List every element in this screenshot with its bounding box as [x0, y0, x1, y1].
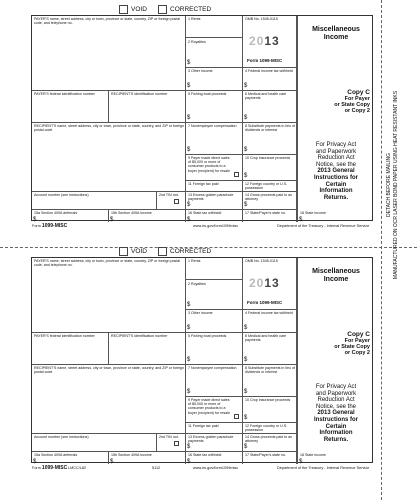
void-label: VOID — [131, 248, 147, 255]
box2-royalties[interactable] — [186, 280, 243, 310]
box16-label: 16 State tax withheld — [188, 211, 222, 215]
title-line2: Income — [323, 34, 349, 41]
box14-dollar: $ — [244, 202, 248, 208]
box4-label: 4 Federal income tax withheld — [245, 311, 293, 315]
box15a-label: 15a Section 409A deferrals — [34, 211, 78, 215]
privacy-line5: 2013 General — [317, 410, 355, 417]
form-grid — [31, 15, 373, 221]
year-block — [243, 258, 297, 310]
box11-label: 11 Foreign tax paid — [188, 182, 219, 186]
recipient-name-label: RECIPIENT'S name, street address, city or town, province or state, country, and ZIP or foreign postal code — [34, 124, 184, 133]
recipient-tin-label: RECIPIENT'S identification number — [111, 92, 168, 96]
privacy-line3: Reduction Act — [317, 397, 355, 404]
box18-dollar: $ — [299, 459, 303, 464]
footer-bottom-url: www.irs.gov/form1099misc — [193, 466, 239, 470]
payer-tin-label: PAYER'S federal identification number — [34, 92, 95, 96]
recipient-name-field[interactable] — [32, 123, 186, 192]
form-number: Form 1099-MISC — [247, 58, 283, 63]
copy-line4: or Copy 2 — [344, 350, 370, 356]
box1-rents[interactable] — [186, 258, 243, 280]
footer-top-dept: Department of the Treasury - Internal Revenue Service — [277, 224, 370, 228]
box12-foreign-country[interactable] — [243, 181, 297, 192]
box3-dollar: $ — [187, 83, 191, 89]
box4-federal-tax[interactable] — [243, 68, 297, 91]
box17-state-payer-no[interactable] — [243, 210, 297, 222]
box11-label: 11 Foreign tax paid — [188, 424, 219, 428]
corrected-checkbox-box[interactable] — [158, 247, 167, 256]
privacy-line8: Information — [319, 188, 353, 195]
copy-designation — [300, 90, 370, 114]
right-column-divider — [297, 258, 298, 452]
form-copy-top — [31, 6, 373, 229]
box15a-dollar: $ — [33, 217, 37, 222]
box15a-409a-deferrals[interactable] — [32, 452, 109, 464]
account-number-field[interactable] — [32, 192, 157, 210]
box3-dollar: $ — [187, 325, 191, 331]
tin-not-label: 2nd TIN not. — [159, 435, 179, 439]
box15a-409a-deferrals[interactable] — [32, 210, 109, 222]
omb-number: OMB No. 1545-0115 — [245, 17, 278, 21]
void-label: VOID — [131, 6, 147, 13]
box1-label: 1 Rents — [188, 259, 201, 263]
box17-label: 17 State/Payer's state no. — [245, 211, 287, 215]
box15b-label: 15b Section 409A income — [111, 453, 152, 457]
box5-fishing[interactable] — [186, 333, 243, 365]
box13-dollar: $ — [187, 202, 191, 208]
box3-other-income[interactable] — [186, 310, 243, 333]
footer-top — [31, 222, 373, 229]
box18-state-income[interactable] — [297, 452, 374, 464]
footer-bottom-rev: 5112 — [152, 466, 161, 470]
payer-name-field[interactable] — [32, 16, 186, 91]
footer-top-url: www.irs.gov/form1099misc — [193, 224, 239, 228]
privacy-line8: Information — [319, 430, 353, 437]
privacy-line9: Returns. — [323, 436, 349, 443]
box16-label: 16 State tax withheld — [188, 453, 222, 457]
payer-name-label: PAYER'S name, street address, city or town, province or state, country, ZIP or foreign postal code, and telephone no. — [34, 259, 181, 268]
box8-dollar: $ — [244, 389, 248, 395]
form-title — [300, 26, 372, 42]
recipient-name-field[interactable] — [32, 365, 186, 434]
box8-label: 8 Substitute payments in lieu of dividends or interest — [245, 124, 295, 133]
second-tin-notice[interactable] — [157, 192, 186, 210]
corrected-checkbox[interactable] — [158, 247, 211, 256]
box2-label: 2 Royalties — [188, 282, 206, 286]
box17-state-payer-no[interactable] — [243, 452, 297, 464]
box12-label: 12 Foreign country or U.S. possession — [245, 424, 288, 433]
privacy-line4: Notice, see the — [315, 161, 357, 168]
right-column-divider — [297, 16, 298, 210]
box8-dollar: $ — [244, 147, 248, 153]
tax-year — [249, 34, 280, 48]
corrected-checkbox[interactable] — [158, 5, 211, 14]
manufactured-text: MANUFACTURED ON OCR LASER BOND PAPER USING HEAT RESISTANT INKS — [393, 90, 399, 280]
box10-label: 10 Crop insurance proceeds — [245, 398, 291, 402]
box2-royalties[interactable] — [186, 38, 243, 68]
box16-state-tax[interactable] — [186, 210, 243, 222]
box16-dollar: $ — [187, 459, 191, 464]
box5-dollar: $ — [187, 357, 191, 363]
second-tin-notice[interactable] — [157, 434, 186, 452]
privacy-line7: Certain — [325, 423, 347, 430]
privacy-notice — [300, 142, 372, 201]
footer-bottom-code: LMCC/L82 — [68, 466, 87, 470]
title-line2: Income — [323, 276, 349, 283]
box11-foreign-tax[interactable] — [186, 181, 243, 192]
privacy-line4: Notice, see the — [315, 403, 357, 410]
box13-dollar: $ — [187, 444, 191, 450]
privacy-line1: For Privacy Act — [315, 142, 357, 148]
footer-bottom-form-word: Form — [32, 466, 41, 470]
box18-dollar: $ — [299, 217, 303, 222]
second-tin-checkbox[interactable] — [174, 441, 179, 446]
box1-label: 1 Rents — [188, 17, 201, 21]
privacy-line2: and Paperwork — [315, 390, 357, 397]
box7-nonemployee[interactable] — [186, 123, 243, 155]
year-prefix: 20 — [249, 34, 265, 48]
box6-medical[interactable] — [243, 91, 297, 123]
void-checkbox[interactable] — [119, 5, 147, 14]
account-number-field[interactable] — [32, 434, 157, 452]
footer-bottom — [31, 464, 373, 471]
vertical-perforation — [381, 0, 382, 500]
box10-crop[interactable] — [243, 155, 297, 181]
box2-dollar: $ — [187, 302, 191, 308]
box4-federal-tax[interactable] — [243, 310, 297, 333]
recipient-tin-field[interactable] — [109, 333, 186, 365]
box14-attorney[interactable] — [243, 192, 297, 210]
box14-attorney[interactable] — [243, 434, 297, 452]
box14-label: 14 Gross proceeds paid to an attorney — [245, 193, 293, 202]
title-line1: Miscellaneous — [312, 268, 360, 275]
detach-text: DETACH BEFORE MAILING — [386, 152, 392, 218]
payer-tin-field[interactable] — [32, 91, 109, 123]
box9-direct-sales[interactable] — [186, 155, 243, 181]
payer-name-field[interactable] — [32, 258, 186, 333]
form-title — [300, 268, 372, 284]
box13-golden-parachute[interactable] — [186, 434, 243, 452]
box3-other-income[interactable] — [186, 68, 243, 91]
form-copy-bottom — [31, 248, 373, 471]
payer-tin-label: PAYER'S federal identification number — [34, 334, 95, 338]
box7-dollar: $ — [187, 147, 191, 153]
footer-bottom-dept: Department of the Treasury - Internal Revenue Service — [277, 466, 370, 470]
footer-top-form-no: 1099-MISC — [41, 223, 68, 229]
privacy-line6: Instructions for — [313, 174, 358, 181]
payer-tin-field[interactable] — [32, 333, 109, 365]
box16-state-tax[interactable] — [186, 452, 243, 464]
box10-dollar: $ — [244, 415, 248, 421]
copy-line3: or State Copy — [334, 102, 370, 108]
box9-direct-sales[interactable] — [186, 397, 243, 423]
box18-state-income[interactable] — [297, 210, 374, 222]
privacy-line1: For Privacy Act — [315, 384, 357, 390]
footer-top-form — [32, 223, 67, 229]
payer-name-label: PAYER'S name, street address, city or town, province or state, country, ZIP or foreign postal code, and telephone no. — [34, 17, 181, 26]
box15b-dollar: $ — [110, 217, 114, 222]
box10-dollar: $ — [244, 173, 248, 179]
box15a-dollar: $ — [33, 459, 37, 464]
side-margin-text — [386, 10, 408, 360]
box9-checkbox[interactable] — [234, 172, 239, 177]
title-line1: Miscellaneous — [312, 26, 360, 33]
privacy-line2: and Paperwork — [315, 148, 357, 155]
box8-substitute[interactable] — [243, 123, 297, 155]
box5-fishing[interactable] — [186, 91, 243, 123]
privacy-line3: Reduction Act — [317, 155, 355, 162]
account-label: Account number (see instructions) — [34, 435, 89, 439]
box6-dollar: $ — [244, 115, 248, 121]
box6-medical[interactable] — [243, 333, 297, 365]
box18-label: 18 State income — [300, 453, 326, 457]
box13-golden-parachute[interactable] — [186, 192, 243, 210]
privacy-notice — [300, 384, 372, 443]
year-suffix: 13 — [264, 276, 280, 290]
second-tin-checkbox[interactable] — [174, 199, 179, 204]
box3-label: 3 Other income — [188, 69, 213, 73]
box2-label: 2 Royalties — [188, 40, 206, 44]
corrected-label: CORRECTED — [170, 6, 212, 13]
box4-dollar: $ — [244, 325, 248, 331]
box7-label: 7 Nonemployee compensation — [188, 366, 237, 370]
box10-crop[interactable] — [243, 397, 297, 423]
footer-bottom-form — [32, 465, 67, 471]
year-suffix: 13 — [264, 34, 280, 48]
box8-label: 8 Substitute payments in lieu of dividends or interest — [245, 366, 295, 375]
box15b-dollar: $ — [110, 459, 114, 464]
box6-label: 6 Medical and health care payments — [245, 92, 287, 101]
copy-line2: For Payer — [344, 338, 370, 344]
box9-label: 9 Payer made direct sales of $5,000 or more of consumer products to a buyer (recipient) for resale — [188, 398, 230, 415]
void-checkbox[interactable] — [119, 247, 147, 256]
box9-checkbox[interactable] — [234, 414, 239, 419]
copy-line4: or Copy 2 — [344, 108, 370, 114]
privacy-line9: Returns. — [323, 194, 349, 201]
box16-dollar: $ — [187, 217, 191, 222]
box17-label: 17 State/Payer's state no. — [245, 453, 287, 457]
box7-dollar: $ — [187, 389, 191, 395]
footer-bottom-form-no: 1099-MISC — [41, 465, 68, 471]
recipient-tin-field[interactable] — [109, 91, 186, 123]
box7-label: 7 Nonemployee compensation — [188, 124, 237, 128]
box5-dollar: $ — [187, 115, 191, 121]
copy-letter: Copy C — [347, 89, 370, 96]
box13-label: 13 Excess golden parachute payments — [188, 193, 234, 202]
footer-top-form-word: Form — [32, 224, 41, 228]
box15b-409a-income[interactable] — [109, 452, 186, 464]
copy-designation — [300, 332, 370, 356]
privacy-line7: Certain — [325, 181, 347, 188]
box6-label: 6 Medical and health care payments — [245, 334, 287, 343]
account-label: Account number (see instructions) — [34, 193, 89, 197]
copy-line3: or State Copy — [334, 344, 370, 350]
year-block — [243, 16, 297, 68]
tax-year — [249, 276, 280, 290]
box13-label: 13 Excess golden parachute payments — [188, 435, 234, 444]
box11-foreign-tax[interactable] — [186, 423, 243, 434]
omb-number: OMB No. 1545-0115 — [245, 259, 278, 263]
box9-label: 9 Payer made direct sales of $5,000 or more of consumer products to a buyer (recipient) for resale — [188, 156, 230, 173]
box4-label: 4 Federal income tax withheld — [245, 69, 293, 73]
box14-dollar: $ — [244, 444, 248, 450]
box12-foreign-country[interactable] — [243, 423, 297, 434]
void-checkbox-box[interactable] — [119, 247, 128, 256]
form-number: Form 1099-MISC — [247, 300, 283, 305]
box6-dollar: $ — [244, 357, 248, 363]
box15b-409a-income[interactable] — [109, 210, 186, 222]
box18-label: 18 State income — [300, 211, 326, 215]
box15b-label: 15b Section 409A income — [111, 211, 152, 215]
tin-not-label: 2nd TIN not. — [159, 193, 179, 197]
box12-label: 12 Foreign country or U.S. possession — [245, 182, 288, 191]
box15a-label: 15a Section 409A deferrals — [34, 453, 78, 457]
privacy-line5: 2013 General — [317, 168, 355, 175]
box10-label: 10 Crop insurance proceeds — [245, 156, 291, 160]
corrected-label: CORRECTED — [170, 248, 212, 255]
recipient-tin-label: RECIPIENT'S identification number — [111, 334, 168, 338]
recipient-name-label: RECIPIENT'S name, street address, city or town, province or state, country, and ZIP or foreign postal code — [34, 366, 184, 375]
box8-substitute[interactable] — [243, 365, 297, 397]
box2-dollar: $ — [187, 60, 191, 66]
box5-label: 5 Fishing boat proceeds — [188, 334, 227, 338]
box14-label: 14 Gross proceeds paid to an attorney — [245, 435, 293, 444]
box5-label: 5 Fishing boat proceeds — [188, 92, 227, 96]
year-prefix: 20 — [249, 276, 265, 290]
box1-rents[interactable] — [186, 16, 243, 38]
privacy-line6: Instructions for — [313, 416, 358, 423]
box7-nonemployee[interactable] — [186, 365, 243, 397]
corrected-checkbox-box[interactable] — [158, 5, 167, 14]
form-grid — [31, 257, 373, 463]
copy-line2: For Payer — [344, 96, 370, 102]
box3-label: 3 Other income — [188, 311, 213, 315]
copy-letter: Copy C — [347, 331, 370, 338]
void-checkbox-box[interactable] — [119, 5, 128, 14]
box4-dollar: $ — [244, 83, 248, 89]
